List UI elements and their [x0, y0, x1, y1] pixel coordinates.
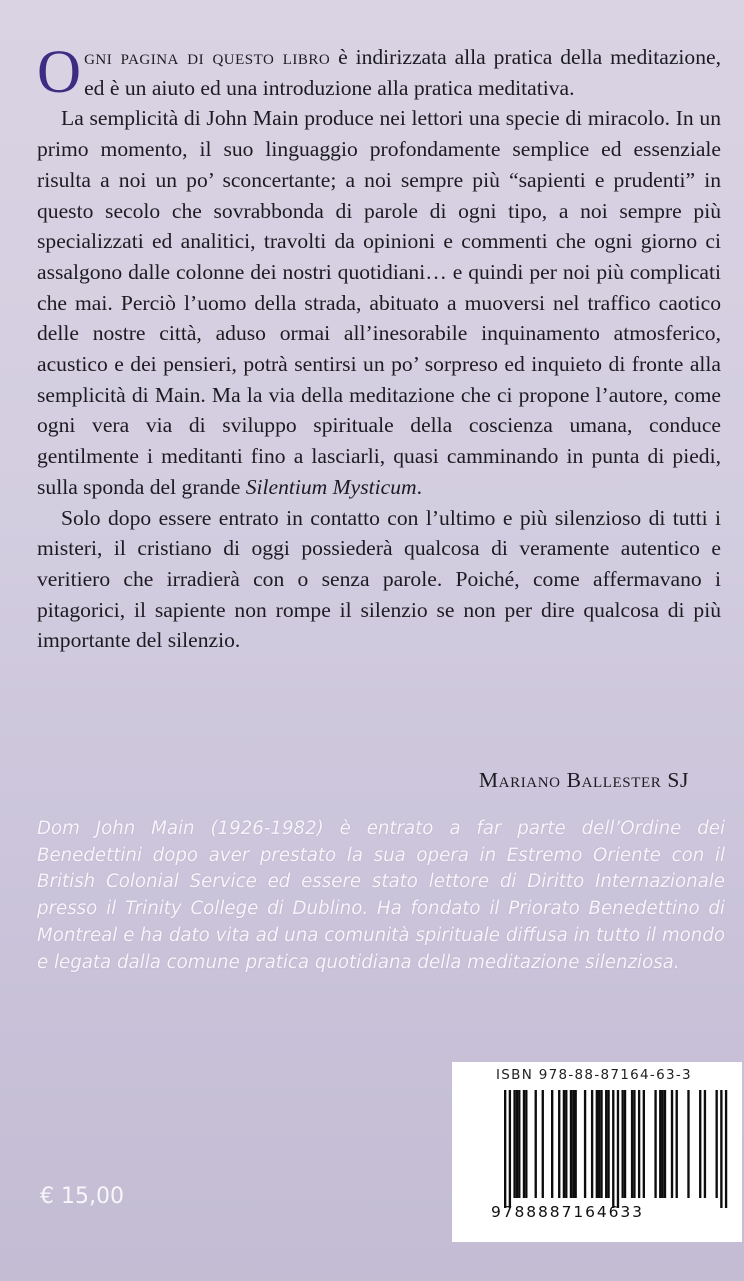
- barcode-bar: [687, 1090, 689, 1198]
- barcode-bar: [659, 1090, 661, 1198]
- barcode-bar: [643, 1090, 645, 1198]
- barcode-bar: [600, 1090, 602, 1198]
- barcode-bar: [638, 1090, 640, 1198]
- barcode-bar: [525, 1090, 527, 1198]
- barcode-bar: [575, 1090, 577, 1198]
- barcode-bar: [535, 1090, 537, 1198]
- paragraph-2-text: La semplicità di John Main produce nei lettori una specie di miracolo. In un primo momento, il suo linguaggio profondamente semplice ed essenziale risulta a noi un po’ sconcertante; a noi sempre più “sapienti e prudenti” in questo secolo che sovrabbonda di parole di ogni tipo, a noi sempre più specializzati ed analitici, travolti da opinioni e commenti che ogni giorno ci assalgono dalle colonne dei nostri quotidiani… e quindi per noi più complicati che mai. Perciò l’uomo della strada, abituato a muoversi nel traffico caotico delle nostre città, aduso ormai all’inesorabile inquinamento atmosferico, acustico e dei pensieri, potrà sentirsi un po’ sorpreso ed inquieto di fronte alla semplicità di Main. Ma la via della meditazione che ci propone l’autore, come ogni vera via di sviluppo spirituale della coscienza umana, conduce gentilmente i meditanti fino a lasciarli, quasi camminando in punta di piedi, sulla sponda del grande: [37, 106, 721, 499]
- author-signature: Mariano Ballester SJ: [478, 768, 689, 792]
- price-label: € 15,00: [40, 1184, 124, 1209]
- barcode-bar: [661, 1090, 663, 1198]
- barcode-digits: 9788887164633: [491, 1203, 644, 1221]
- barcode-bar: [584, 1090, 586, 1198]
- barcode-bar: [504, 1090, 506, 1208]
- blurb-text: [37, 39, 721, 656]
- barcode-bar: [631, 1090, 633, 1198]
- barcode-bar: [671, 1090, 673, 1198]
- blurb-paragraph-1: [37, 39, 721, 106]
- barcode-bar: [633, 1090, 635, 1198]
- barcode-bar: [572, 1090, 574, 1198]
- barcode-bar: [551, 1090, 553, 1198]
- paragraph-2-end: .: [416, 474, 423, 499]
- barcode-bar: [591, 1090, 593, 1198]
- barcode-bar: [624, 1090, 626, 1198]
- author-bio: Dom John Main (1926-1982) è entrato a far parte dell’Ordine dei Benedettini dopo aver prestato la sua opera in Estremo Oriente con il British Colonial Service ed essere stato lettore di Diritto Internazionale presso il Trinity College di Dublino. Ha fondato il Priorato Benedettino di Montreal e ha dato vita ad una comunità spirituale diffusa in tutto il mondo e legata dalla comune pratica quotidiana della meditazione silenziosa.: [37, 818, 725, 973]
- drop-cap: O: [37, 39, 82, 106]
- blurb-paragraph-3: [37, 503, 721, 657]
- barcode-bar: [704, 1090, 706, 1198]
- barcode-bar: [605, 1090, 607, 1198]
- silentium-mysticum-italic: Silentium Mysticum: [245, 474, 417, 499]
- barcode-bar: [563, 1090, 565, 1198]
- barcode-bar: [516, 1090, 518, 1198]
- barcode-bar: [565, 1090, 567, 1198]
- isbn-label: ISBN 978-88-87164-63-3: [496, 1067, 692, 1083]
- barcode-bar: [622, 1090, 624, 1198]
- opening-small-caps: gni pagina di questo libro: [84, 45, 331, 69]
- barcode-bar: [596, 1090, 598, 1198]
- barcode-bar: [570, 1090, 572, 1198]
- barcode-bar: [664, 1090, 666, 1198]
- barcode-bar: [654, 1090, 656, 1198]
- barcode-bar: [542, 1090, 544, 1198]
- barcode-bar: [716, 1090, 718, 1198]
- paragraph-3-text: Solo dopo essere entrato in contatto con l’ultimo e più silenzioso di tutti i misteri, il cristiano di oggi possiederà qualcosa di veramente autentico e veritiero che irradierà con o senza parole. Poiché, come affermavano i pitagorici, il sapiente non rompe il silenzio se non per dire qualcosa di più importante del silenzio.: [37, 505, 721, 653]
- barcode-bar: [720, 1090, 722, 1208]
- barcode-bar: [725, 1090, 727, 1208]
- barcode-bar: [598, 1090, 600, 1198]
- barcode-bar: [699, 1090, 701, 1198]
- barcode-bar: [607, 1090, 609, 1198]
- barcode-bar: [513, 1090, 515, 1198]
- isbn-barcode-panel: [452, 1062, 742, 1242]
- barcode-bar: [676, 1090, 678, 1198]
- barcode-bar: [617, 1090, 619, 1208]
- barcode-bar: [558, 1090, 560, 1198]
- blurb-paragraph-2: [37, 103, 721, 502]
- paragraph-1-text: è indirizzata alla pratica della meditazione, ed è un aiuto ed una introduzione alla pratica meditativa.: [84, 45, 721, 100]
- barcode-bar: [523, 1090, 525, 1198]
- barcode-bar: [518, 1090, 520, 1198]
- barcode-bar: [612, 1090, 614, 1208]
- barcode-bar: [509, 1090, 511, 1208]
- barcode-graphic: [494, 1090, 734, 1208]
